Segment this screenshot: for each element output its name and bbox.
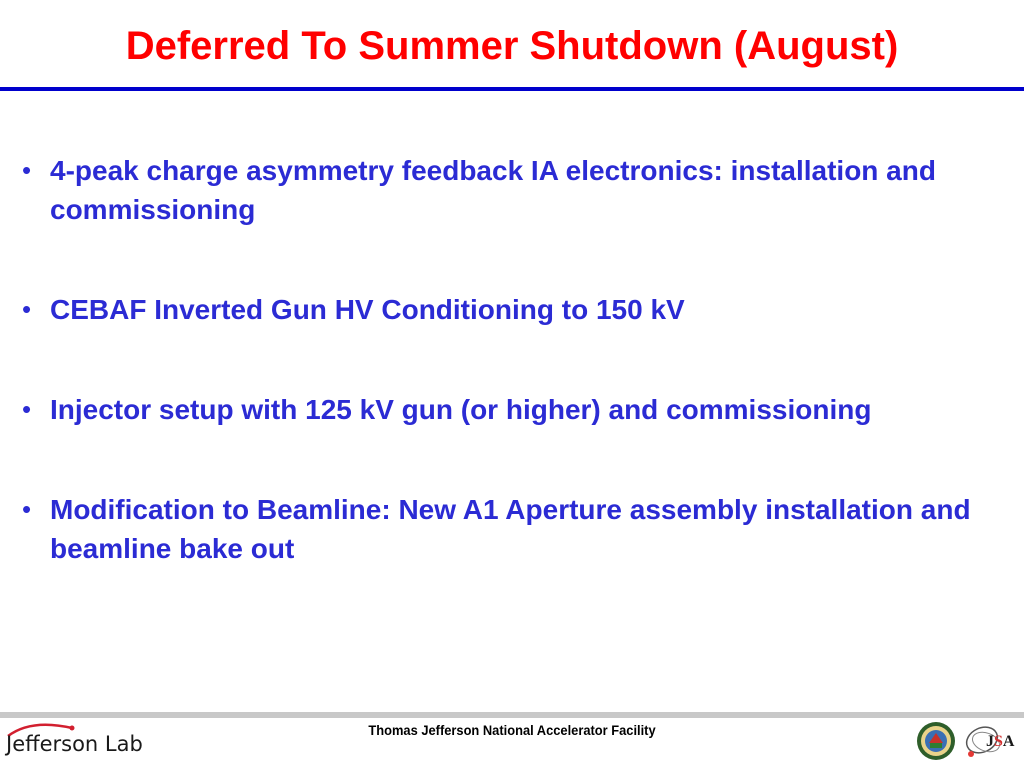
bullet-item bbox=[18, 290, 998, 329]
bullet-text: CEBAF Inverted Gun HV Conditioning to 150 kV bbox=[50, 294, 685, 325]
bullet-marker: • bbox=[22, 394, 32, 424]
doe-seal-icon bbox=[916, 721, 956, 761]
bullet-text: 4-peak charge asymmetry feedback IA electronics: installation and commissioning bbox=[50, 155, 936, 225]
jsa-logo-text: JSA bbox=[986, 733, 1015, 750]
bullet-text: Modification to Beamline: New A1 Aperture assembly installation and beamline bake out bbox=[50, 494, 971, 564]
jsa-logo-icon bbox=[962, 720, 1020, 762]
slide-title: Deferred To Summer Shutdown (August) bbox=[125, 24, 899, 68]
bullet-marker: • bbox=[22, 155, 32, 185]
jefferson-lab-wordmark: Jefferson Lab bbox=[6, 732, 143, 756]
footer-facility-name: Thomas Jefferson National Accelerator Facility bbox=[368, 722, 656, 738]
bullet-item bbox=[18, 490, 998, 568]
footer-bar bbox=[0, 712, 1024, 718]
bullet-text: Injector setup with 125 kV gun (or higher) and commissioning bbox=[50, 394, 872, 425]
bullet-marker: • bbox=[22, 494, 32, 524]
title-divider bbox=[0, 87, 1024, 91]
bullet-item bbox=[18, 151, 998, 229]
bullet-marker: • bbox=[22, 294, 32, 324]
bullet-list bbox=[18, 151, 998, 629]
bullet-item bbox=[18, 390, 998, 429]
